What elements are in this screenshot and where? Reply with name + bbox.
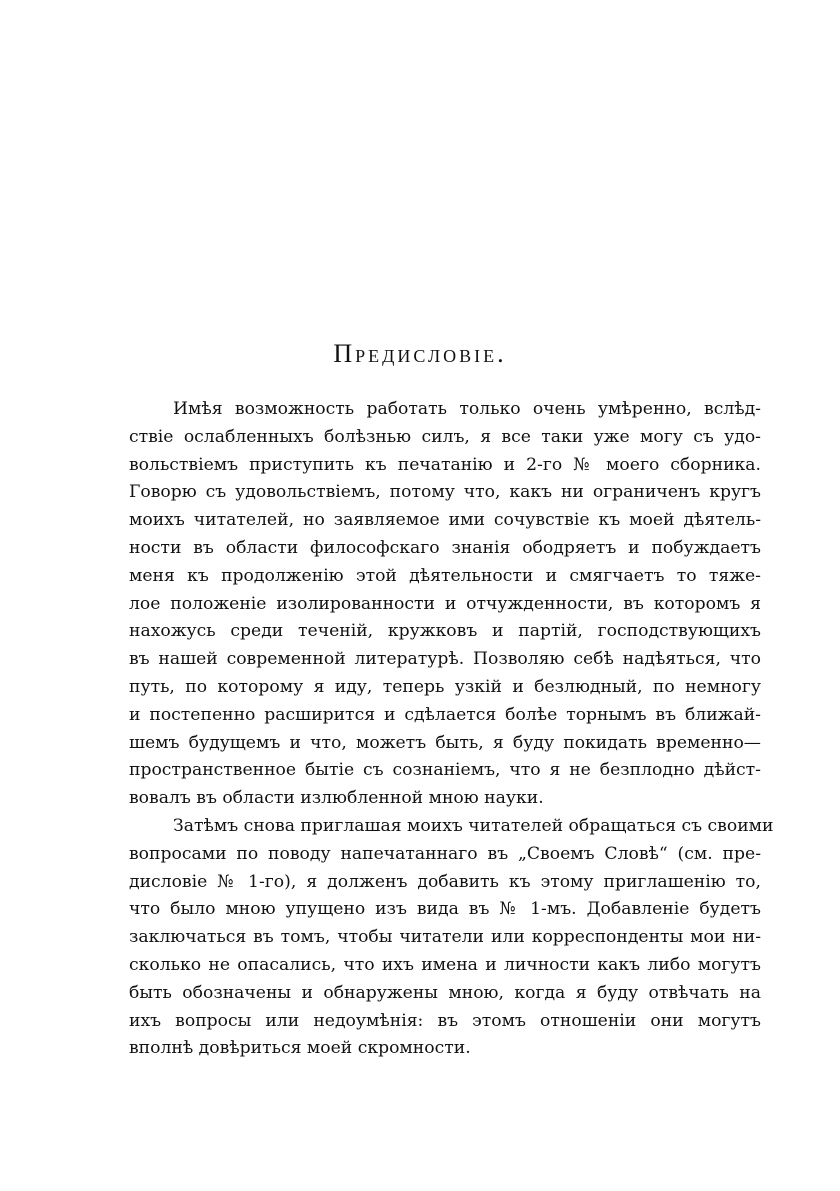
text-line: ихъ вопросы или недоумѣнія: въ этомъ отношеніи они могутъ xyxy=(129,1010,761,1031)
paragraph-1 xyxy=(129,396,761,813)
text-line: дисловіе № 1-го), я долженъ добавить къ этому приглашенію то, xyxy=(129,871,761,892)
text-line: лое положеніе изолированности и отчужденности, въ которомъ я xyxy=(129,593,761,614)
paragraph-2 xyxy=(129,813,774,1063)
text-line: и постепенно расширится и сдѣлается болѣе торнымъ въ ближай- xyxy=(129,704,761,725)
body-text xyxy=(129,396,774,1063)
text-line: пространственное бытіе съ сознаніемъ, что я не безплодно дѣйст- xyxy=(129,760,761,781)
text-line: моихъ читателей, но заявляемое ими сочувствіе къ моей дѣятель- xyxy=(129,510,761,531)
page-title: Предисловіе. xyxy=(333,339,507,368)
text-line: нахожусь среди теченій, кружковъ и партій, господствующихъ xyxy=(129,621,761,642)
text-line: вольствіемъ приступить къ печатанію и 2-го № моего сборника. xyxy=(129,454,761,475)
text-line: Имѣя возможность работать только очень умѣренно, вслѣд- xyxy=(173,399,761,419)
text-line: шемъ будущемъ и что, можетъ быть, я буду покидать временно— xyxy=(129,732,761,753)
text-line: сколько не опасались, что ихъ имена и личности какъ либо могутъ xyxy=(129,954,761,975)
text-line: что было мною упущено изъ вида въ № 1-мъ. Добавленіе будетъ xyxy=(129,899,761,920)
text-line: меня къ продолженію этой дѣятельности и смягчаетъ то тяже- xyxy=(129,565,761,586)
text-line: вопросами по поводу напечатаннаго въ „Своемъ Словѣ“ (см. пре- xyxy=(129,843,761,864)
text-line: ствіе ослабленныхъ болѣзнью силъ, я все таки уже могу съ удо- xyxy=(129,426,761,447)
text-line: вовалъ въ области излюбленной мною науки. xyxy=(129,788,544,809)
text-line: Говорю съ удовольствіемъ, потому что, какъ ни ограниченъ кругъ xyxy=(129,482,761,503)
text-line: въ нашей современной литературѣ. Позволяю себѣ надѣяться, что xyxy=(129,649,761,670)
text-line: ности въ области философскаго знанія ободряетъ и побуждаетъ xyxy=(129,537,761,558)
text-line: Затѣмъ снова приглашая моихъ читателей обращаться съ своими xyxy=(173,815,774,836)
text-line: вполнѣ довѣриться моей скромности. xyxy=(129,1038,471,1059)
text-line: заключаться въ томъ, чтобы читатели или корреспонденты мои ни- xyxy=(129,927,761,948)
text-line: быть обозначены и обнаружены мною, когда я буду отвѣчать на xyxy=(129,982,761,1003)
text-line: путь, по которому я иду, теперь узкій и безлюдный, по немногу xyxy=(129,676,761,697)
